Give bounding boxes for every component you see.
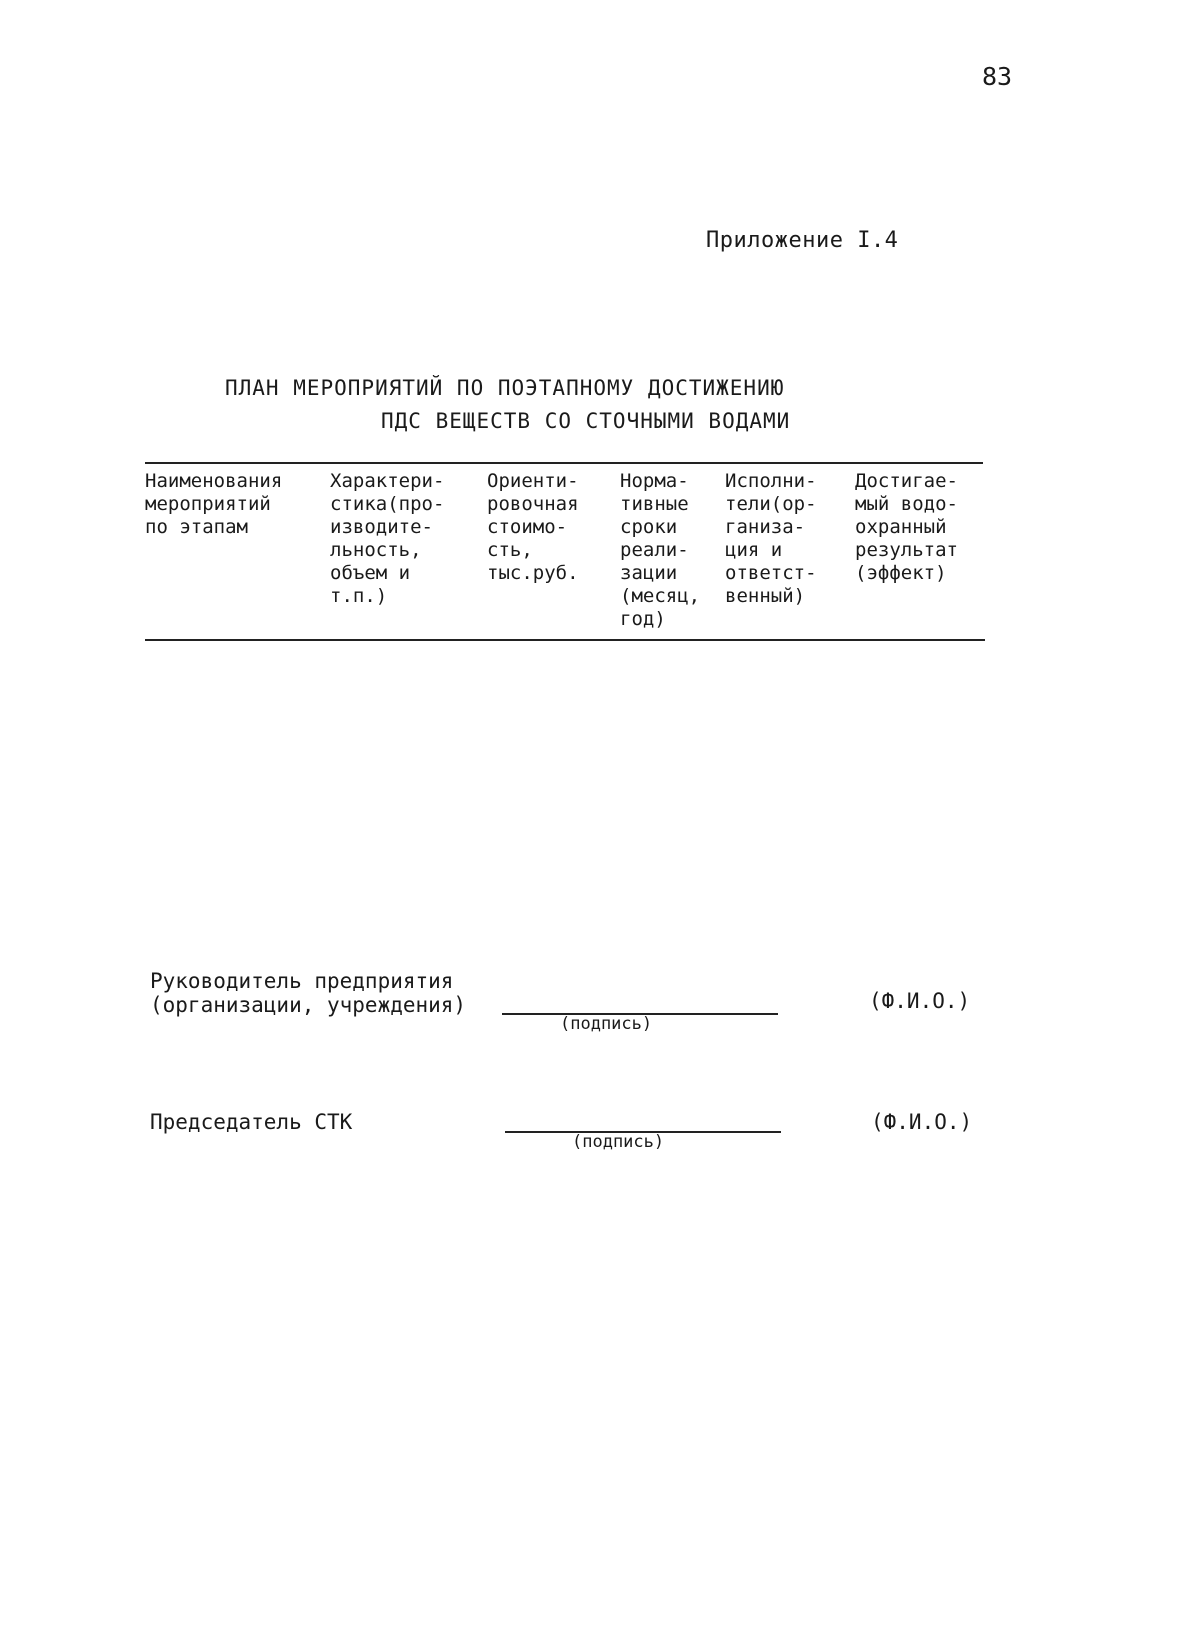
- chairman-signature-label: Председатель СТК: [150, 1110, 353, 1134]
- header-cell-cost: Ориенти- ровочная стоимо- сть, тыс.руб.: [487, 470, 579, 584]
- chairman-fio-label: (Ф.И.О.): [871, 1110, 973, 1134]
- head-fio-label: (Ф.И.О.): [869, 989, 971, 1013]
- header-cell-characteristics: Характери- стика(про- изводите- льность, объем и т.п.): [330, 470, 445, 607]
- table-bottom-rule: [145, 639, 985, 641]
- header-cell-measures: Наименования мероприятий по этапам: [145, 470, 283, 538]
- chairman-signature-caption: (подпись): [572, 1132, 665, 1152]
- title-line-1: ПЛАН МЕРОПРИЯТИЙ ПО ПОЭТАПНОМУ ДОСТИЖЕНИЮ: [225, 376, 785, 400]
- document-title: [225, 372, 790, 438]
- head-signature-caption: (подпись): [560, 1014, 653, 1034]
- head-signature-label: Руководитель предприятия (организации, учреждения): [150, 969, 467, 1017]
- table-header-row: [145, 470, 985, 640]
- title-line-2: ПДС ВЕЩЕСТВ СО СТОЧНЫМИ ВОДАМИ: [381, 409, 791, 433]
- header-cell-executors: Исполни- тели(ор- ганиза- ция и ответст- венный): [725, 470, 817, 607]
- table-top-rule: [145, 462, 983, 464]
- page-number: 83: [982, 62, 1013, 91]
- header-cell-result: Достигае- мый водо- охранный результат (эффект): [855, 470, 958, 584]
- appendix-label: Приложение I.4: [706, 228, 899, 253]
- header-cell-deadlines: Норма- тивные сроки реали- зации (месяц, год): [620, 470, 701, 630]
